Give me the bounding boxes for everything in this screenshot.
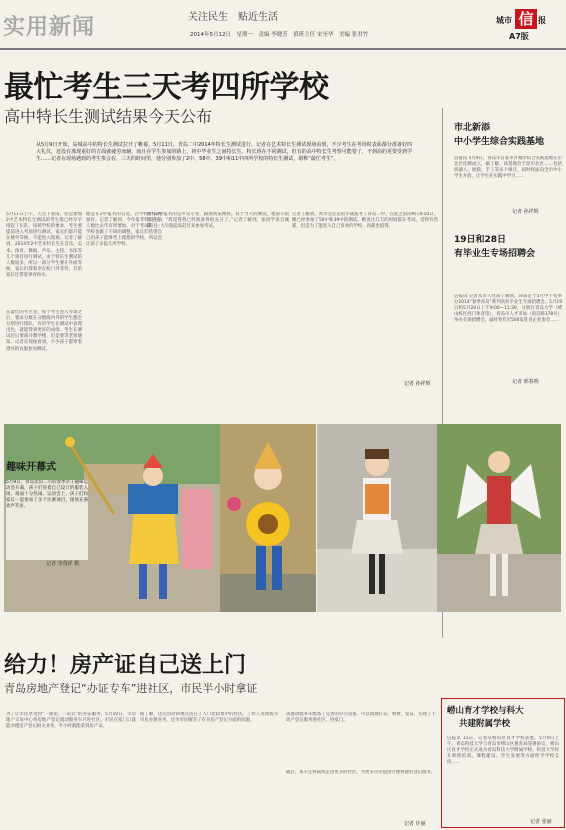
logo-box: 信: [515, 9, 537, 29]
sidebar-news1-title2: 中小学生综合实践基地: [454, 137, 545, 147]
photo-girl-dress: [317, 424, 437, 612]
inset-reporter: 记者 李茂祥 摄: [46, 561, 80, 567]
sidebar-news2-reporter: 记者 邢春明: [512, 379, 539, 385]
inset-body: 5月9日，青岛北山二小的春季亲子趣味运动会开幕，孩子们身着自己设计的服装入场，场面十分热闹。运动会上，孩子们和家长一起参加了多个比赛项目，现场充满欢声笑语。: [6, 480, 88, 560]
story1-col5: 记者了解到，黄尔莹还是很早就报考了青岛二中，在此之前的9日和10日，她已经参加了58中和39中的测试。她说这几天的时间都在考试，觉得有些累，但是为了能进入自己喜欢的学校，再累也值得。: [292, 212, 438, 230]
inset-title: 趣味开幕式: [6, 462, 56, 473]
story2-reporter: 记者 许丽: [404, 821, 426, 827]
story1-lead: 从5月9日开始，岛城高中的特长生测试拉开了帷幕。5月11日，青岛二中2014年特长生测试进行。记者在艺术特长生测试现场看到，不少考生在考场时表面都分准备好四大礼仪，还没有离现重好的方面就疲劳而辅，而且在学生参加的路上，初中毕业生之间特长生、特长班在不同测试，但有的高中特长生考察可能要了，不到高的更要受到学生……记者在现场遇到的考生参会在，三天的时间里，他分别参加了2中、58中、39中和11中四所学校的特长生测试，堪称“最忙考生”。: [36, 142, 412, 163]
story2-subhead: 青岛房地产登记“办证专车”进社区，市民半小时拿证: [4, 682, 258, 695]
story1-col2: 在最忙的考生里，每个考生进入考场之后，要求分数在分数线内外的学生都会分别进行排队，有的学生在测试中表现出色，就能得到更好的成绩。考生在测试过后要离开教学楼，但是要等老师通知。记者在现场看到，不少孩子都穿着漂亮的衣服参加测试。: [6, 310, 82, 352]
story1-col4: 他在2中报名的是声乐专业，跟现到某网班。对于当天的测试，他表示很有信心。“我觉得我已经准备得很充分了。”记者了解到，张同学来自城阳，一大早就起床赶过来参加考试。: [147, 212, 289, 230]
sidebar-news1-title1: 市北新添: [454, 123, 491, 133]
box-title1: 崂山育才学校与科大: [447, 706, 524, 716]
story2-headline: 给力！房产证自己送上门: [4, 653, 247, 678]
story1-headline: 最忙考生三天考四所学校: [4, 70, 329, 105]
story2-col3: 该流动服务车配备了完善的办公设备，可以现场打证、收费、发证，实现了不动产登记服务进社区、进家门。: [286, 712, 436, 724]
sidebar-news2-title1: 19日和28日: [454, 235, 507, 245]
sidebar-news1-reporter: 记者 孙祥辉: [512, 209, 539, 215]
newspaper-logo: [496, 9, 554, 29]
logo-prefix: 城市: [496, 16, 512, 25]
sidebar-news2-body: 信报讯 记者从市人社局了解到，该局定于5月中下旬举办2014“春季青岛”系列高校毕业生专场招聘会。5月19日和5月28日上午9:00—11:30，分别在青岛大学（崂山校区西门体育馆）、青岛市人才市场（南京路178号）举办专场招聘会。届时将有近500家驻青企业参会……: [454, 294, 562, 324]
header-rule: [0, 48, 566, 50]
photo-sunflower-kid: [220, 424, 316, 612]
story1-col1: 5月11日上午，天还下着雨，但是参加2中艺术特长生测试的考生都已经早早排起了长队，按照学校的要求，考生要提前进入考场进行测试，家长们都只能在楼外等候。不能进入现场。记者了解到，2014年2中艺术特长生在音乐、美术、体育、舞蹈、声乐、主持、书法等几个项目进行测试。由于特长生测试的人数较多，所以一部分学生要在外面等候。家长们撑着伞在校门外等待，有的家长还带着零食和水。: [6, 212, 82, 278]
story2-col1: 为了让市民享受到“一条龙、一站式”的办证服务，5月10日，市房地产交易中心将房地产登记流动服务车开进社区。市民在家门口就能办理房产登记相关业务，半小时就能拿到房产证。: [6, 712, 136, 730]
story1-subhead: 高中特长生测试结果今天公布: [4, 107, 213, 126]
sidebar-news1-body: 信报讯 5月9日，青岛市首家市区城市综合实践基地在市北区挂牌成立，据了解，该基地位于原市北区……包括机器人、航模、手工等多个项目，届时将面向全市中小学生开放，让学生在实践中学习……: [454, 156, 562, 180]
sidebar-news2-title2: 有毕业生专场招聘会: [454, 249, 536, 259]
photo-butterfly-girl: [437, 424, 561, 612]
page-header: [0, 0, 566, 48]
section-title: 实用新闻: [3, 15, 96, 40]
box-title2: 共建附属学校: [459, 719, 511, 729]
slogan: 关注民生 贴近生活: [188, 12, 278, 23]
story2-col4: 随后，该车还将陆续走进更多的社区，为更多市民提供方便快捷的登记服务。: [286, 770, 436, 775]
story2-col2: 据了解，这次活动的地点选在了人口比较集中的社区。工作人员现场为市民办理业务，还为市民解答了有关房产登记方面的问题。: [140, 712, 278, 724]
story1-col3: 他是在2中报名的首选，在学校中表现很好。记者了解到，今年报考特长生的人数比去年有所增加，对于考试科目，学校也做了不同的调整。家长们希望自己的孩子能够考上理想的学校，所以会让孩子多报几所学校。: [86, 212, 162, 248]
logo-suffix: 报: [538, 16, 546, 25]
dateline: 2014年5月12日 星期一 责编 李晓芳 值班主任 宋至华 美编 张君竹: [190, 32, 369, 38]
box-reporter: 记者 张丽: [530, 819, 552, 825]
page-number: A7版: [509, 32, 529, 41]
box-body: 信报讯 11日，记者从崂山区育才学校获悉，5月9日上午，青岛科技大学与青岛市崂山区教育局签署协议，崂山区育才学校正式成为青岛科技大学附属学校。科技大学将在师资培训、课程建设、学生发展等方面给予学校支持……: [447, 736, 559, 766]
story1-reporter: 记者 孙祥辉: [404, 381, 431, 387]
